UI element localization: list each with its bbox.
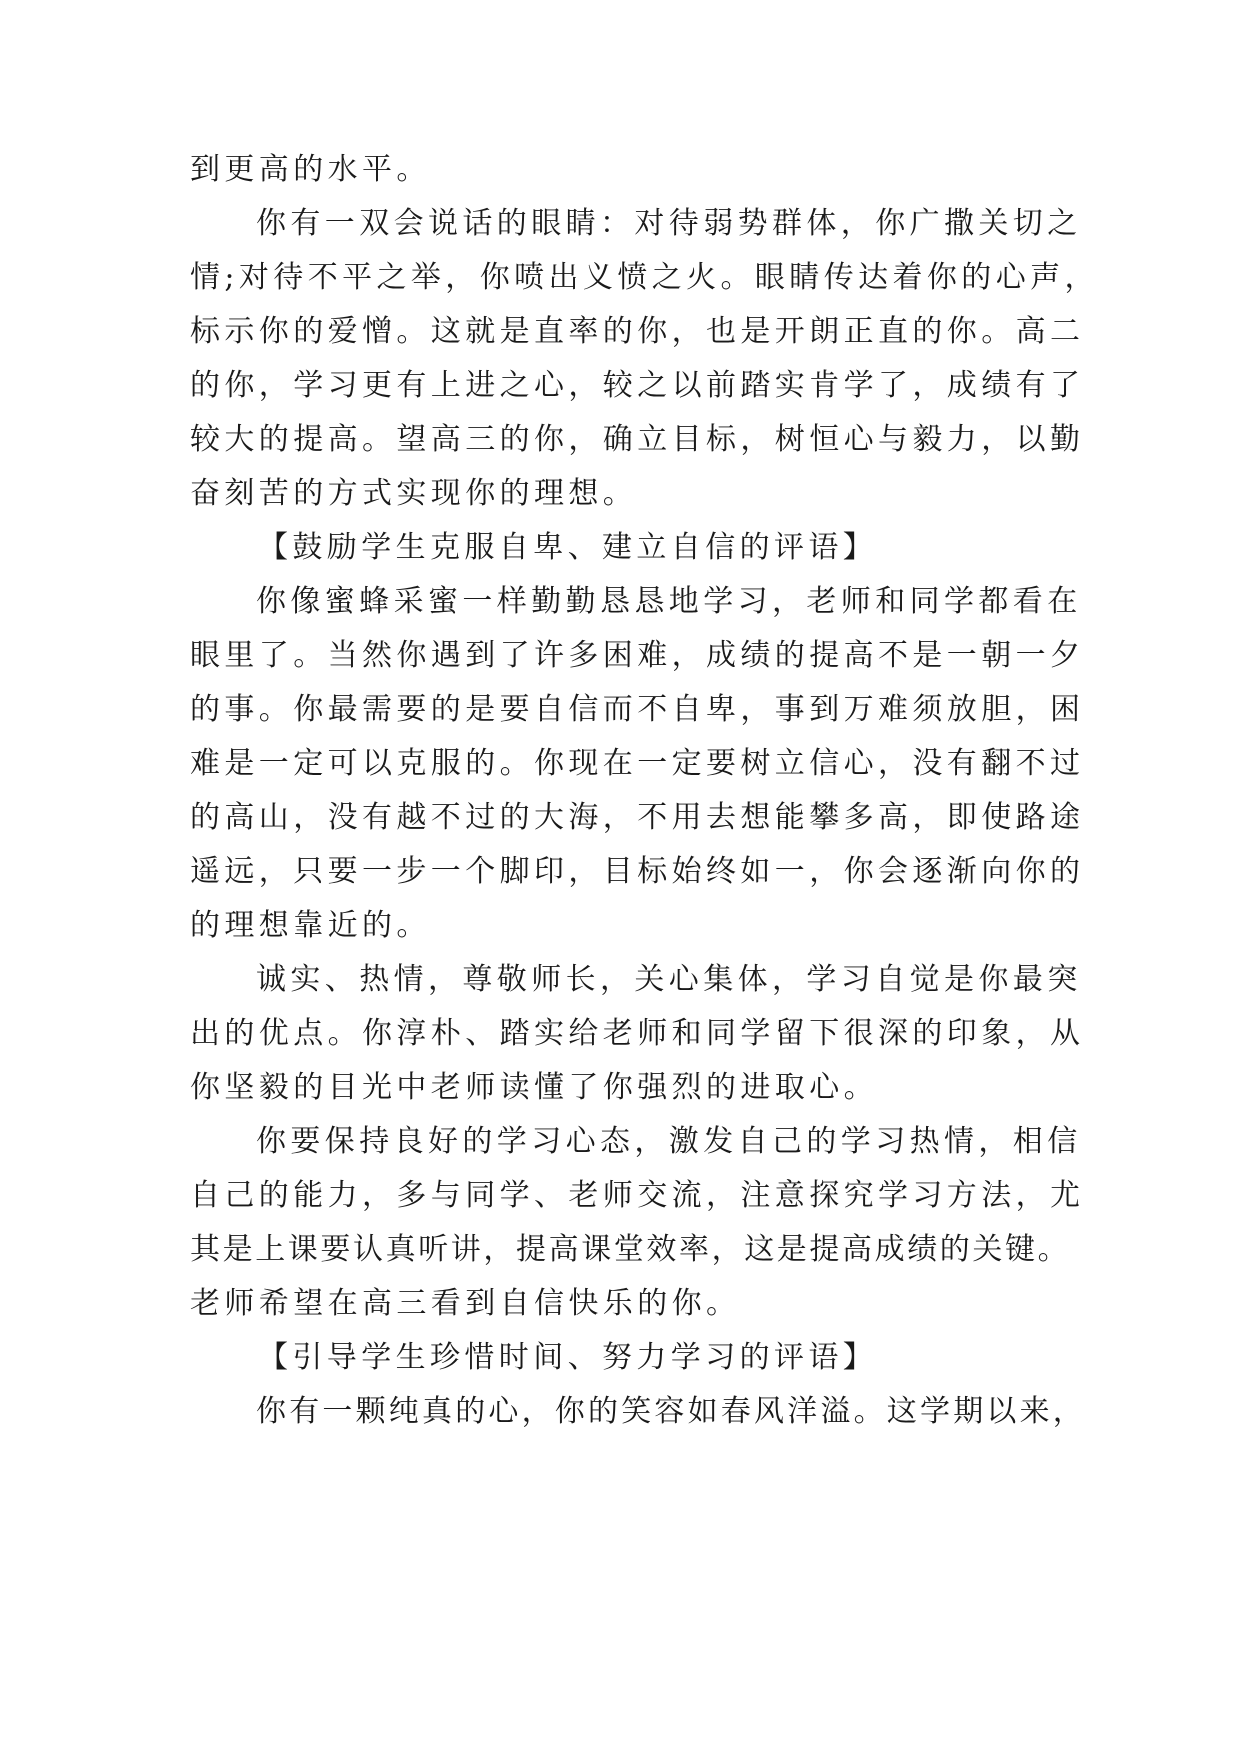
text-line: 的理想靠近的。 bbox=[190, 908, 431, 943]
text-line: 你坚毅的目光中老师读懂了你强烈的进取心。 bbox=[190, 1070, 878, 1105]
paragraph-start: 你像蜜蜂采蜜一样勤勤恳恳地学习，老师和同学都看在 bbox=[256, 584, 1082, 619]
text-line: 标示你的爱憎。这就是直率的你，也是开朗正直的你。高二 bbox=[190, 314, 1085, 349]
text-line: 出的优点。你淳朴、踏实给老师和同学留下很深的印象，从 bbox=[190, 1016, 1085, 1051]
text-line: 到更高的水平。 bbox=[190, 152, 431, 187]
text-line: 的高山，没有越不过的大海，不用去想能攀多高，即使路途 bbox=[190, 800, 1085, 835]
text-line: 其是上课要认真听讲，提高课堂效率，这是提高成绩的关键。 bbox=[190, 1232, 1071, 1267]
paragraph-start: 诚实、热情，尊敬师长，关心集体，学习自觉是你最突 bbox=[256, 962, 1082, 997]
section-heading: 【引导学生珍惜时间、努力学习的评语】 bbox=[258, 1340, 878, 1375]
text-line: 眼里了。当然你遇到了许多困难，成绩的提高不是一朝一夕 bbox=[190, 638, 1085, 673]
paragraph-start: 你有一颗纯真的心，你的笑容如春风洋溢。这学期以来， bbox=[256, 1394, 1086, 1429]
text-line: 自己的能力，多与同学、老师交流，注意探究学习方法，尤 bbox=[190, 1178, 1085, 1213]
text-line: 老师希望在高三看到自信快乐的你。 bbox=[190, 1286, 741, 1321]
text-line: 奋刻苦的方式实现你的理想。 bbox=[190, 476, 638, 511]
text-line: 的你，学习更有上进之心，较之以前踏实肯学了，成绩有了 bbox=[190, 368, 1085, 403]
paragraph-start: 你有一双会说话的眼睛：对待弱势群体，你广撒关切之 bbox=[256, 206, 1082, 241]
text-line: 较大的提高。望高三的你，确立目标，树恒心与毅力，以勤 bbox=[190, 422, 1085, 457]
section-heading: 【鼓励学生克服自卑、建立自信的评语】 bbox=[258, 530, 878, 565]
text-line: 难是一定可以克服的。你现在一定要树立信心，没有翻不过 bbox=[190, 746, 1085, 781]
paragraph-start: 你要保持良好的学习心态，激发自己的学习热情，相信 bbox=[256, 1124, 1082, 1159]
text-line: 遥远，只要一步一个脚印，目标始终如一，你会逐渐向你的 bbox=[190, 854, 1085, 889]
text-line: 的事。你最需要的是要自信而不自卑，事到万难须放胆，困 bbox=[190, 692, 1085, 727]
text-line: 情;对待不平之举，你喷出义愤之火。眼睛传达着你的心声， bbox=[190, 260, 1099, 295]
